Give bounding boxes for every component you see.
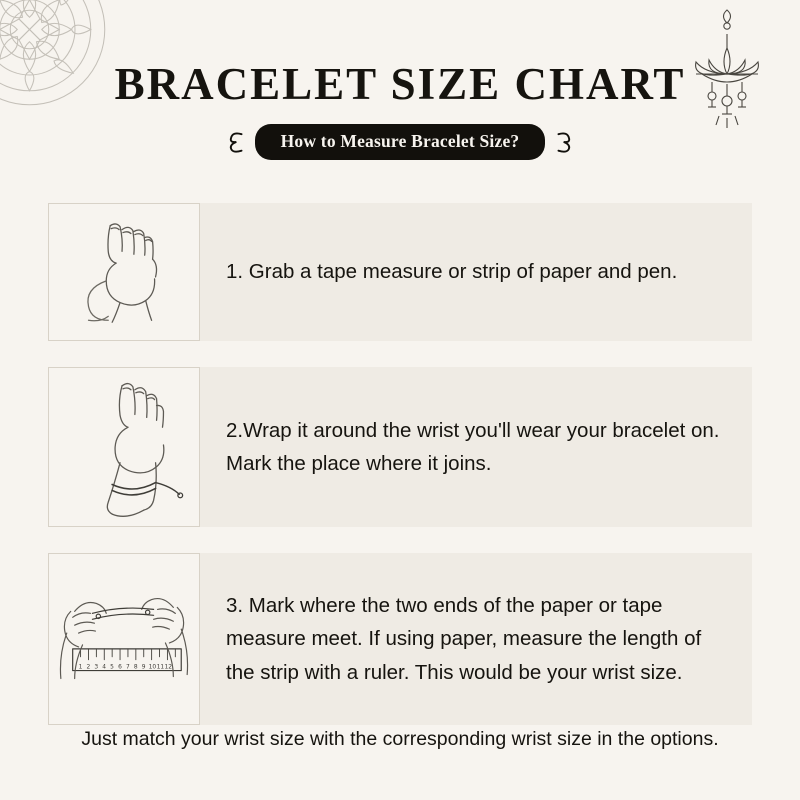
- steps-list: [48, 203, 752, 751]
- svg-text:4: 4: [102, 664, 107, 671]
- step-text: 2.Wrap it around the wrist you'll wear your bracelet on. Mark the place where it joins.: [226, 418, 720, 475]
- footer-note: Just match your wrist size with the corresponding wrist size in the options.: [81, 728, 719, 750]
- svg-text:1: 1: [78, 664, 83, 671]
- wrist-wrapped-with-tape-icon: [48, 367, 200, 527]
- step-text: 1. Grab a tape measure or strip of paper and pen.: [226, 260, 678, 284]
- svg-text:12: 12: [164, 664, 172, 671]
- page-title: BRACELET SIZE CHART: [114, 59, 686, 109]
- subtitle-badge: How to Measure Bracelet Size?: [255, 124, 546, 160]
- step-item: [48, 553, 752, 725]
- svg-text:8: 8: [133, 664, 138, 671]
- svg-text:3: 3: [94, 664, 99, 671]
- step-item: [48, 367, 752, 527]
- svg-text:10: 10: [148, 664, 157, 671]
- hand-holding-tape-measure-icon: [48, 203, 200, 341]
- svg-text:9: 9: [141, 664, 146, 671]
- svg-text:5: 5: [110, 664, 114, 671]
- hands-measuring-strip-with-ruler-icon: [48, 553, 200, 725]
- subtitle-row: [0, 124, 800, 160]
- swirl-flourish-icon: [555, 129, 581, 155]
- step-item: [48, 203, 752, 341]
- svg-text:11: 11: [156, 664, 165, 671]
- swirl-flourish-icon: [219, 129, 245, 155]
- step-text: 3. Mark where the two ends of the paper or tape measure meet. If using paper, measure the length of the strip with a ruler. This would be your wrist size.: [226, 594, 702, 684]
- svg-text:7: 7: [125, 664, 130, 671]
- svg-text:2: 2: [86, 664, 91, 671]
- svg-text:6: 6: [118, 664, 122, 671]
